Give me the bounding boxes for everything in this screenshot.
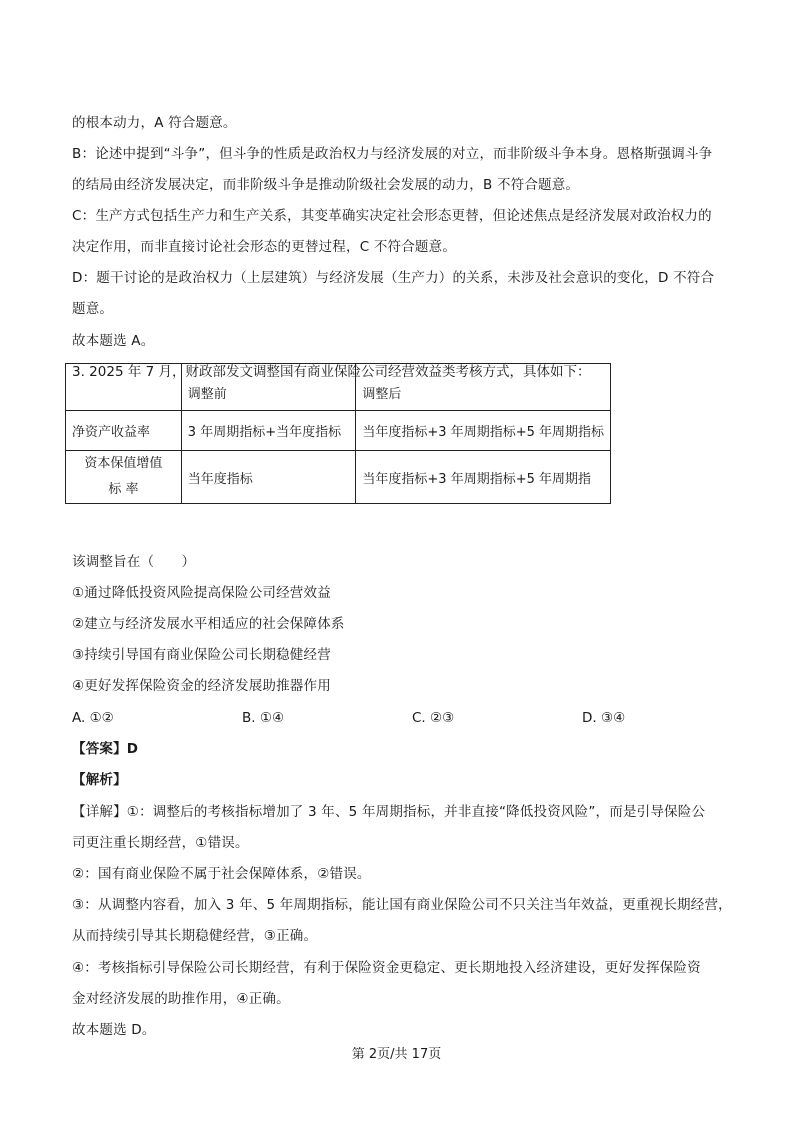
table-header-cell: 调整后: [356, 364, 611, 411]
question-item: ①通过降低投资风险提高保险公司经营效益: [72, 585, 331, 601]
text-line: 【详解】①：调整后的考核指标增加了 3 年、5 年周期指标，并非直接“降低投资风险”，而是引导保险公: [72, 804, 706, 820]
table-header-cell: 调整前: [181, 364, 356, 411]
text-line: ②：国有商业保险不属于社会保障体系，②错误。: [72, 866, 371, 882]
table-cell: 当年度指标: [181, 451, 356, 504]
table-cell: 当年度指标+3 年周期指标+5 年周期指: [356, 451, 611, 504]
text-line: C：生产方式包括生产力和生产关系，其变革确实决定社会形态更替，但论述焦点是经济发展对政治权力的: [72, 208, 712, 224]
text-line: 题意。: [72, 301, 114, 317]
option-b: B. ①④: [242, 710, 285, 726]
option-d: D. ③④: [582, 710, 626, 726]
table-row: [66, 451, 611, 504]
text-line: 决定作用，而非直接讨论社会形态的更替过程，C 不符合题意。: [72, 239, 457, 255]
table-cell: 当年度指标+3 年周期指标+5 年周期指标: [356, 411, 611, 451]
text-line: D：题干讨论的是政治权力（上层建筑）与经济发展（生产力）的关系，未涉及社会意识的变化，D 不符合: [72, 270, 715, 286]
adjustment-table: [65, 363, 611, 504]
table-cell: 资本保值增值 标 率: [66, 451, 182, 504]
option-c: C. ②③: [412, 710, 455, 726]
text-line: 故本题选 A。: [72, 333, 155, 349]
page-footer: 第 2页/共 17页: [351, 1047, 442, 1062]
table-row: [66, 411, 611, 451]
question-item: ④更好发挥保险资金的经济发展助推器作用: [72, 678, 331, 694]
text-line: 金对经济发展的助推作用，④正确。: [72, 991, 290, 1007]
text-line: ③：从调整内容看，加入 3 年、5 年周期指标，能让国有商业保险公司不只关注当年效益，更重视长期经营，: [72, 897, 732, 913]
table-cell: 3 年周期指标+当年度指标: [181, 411, 356, 451]
table-cell: 净资产收益率: [66, 411, 182, 451]
text-line: 司更注重长期经营，①错误。: [72, 835, 249, 851]
text-line: B：论述中提到“斗争”，但斗争的性质是政治权力与经济发展的对立，而非阶级斗争本身。恩格斯强调斗争: [72, 146, 713, 162]
question-stem: 3. 2025 年 7 月，财政部发文调整国有商业保险公司经营效益类考核方式，具体如下：: [72, 364, 591, 380]
text-line: ④：考核指标引导保险公司长期经营，有利于保险资金更稳定、更长期地投入经济建设，更好发挥保险资: [72, 960, 701, 976]
text-line: 从而持续引导其长期稳健经营，③正确。: [72, 928, 318, 944]
question-item: ③持续引导国有商业保险公司长期稳健经营: [72, 647, 331, 663]
answer-label: 【答案】D: [72, 741, 139, 757]
option-a: A. ①②: [72, 710, 114, 726]
text-line: 故本题选 D。: [72, 1022, 156, 1038]
analysis-label: 【解析】: [72, 772, 127, 788]
question-item: ②建立与经济发展水平相适应的社会保障体系: [72, 616, 345, 632]
text-line: 的结局由经济发展决定，而非阶级斗争是推动阶级社会发展的动力，B 不符合题意。: [72, 177, 580, 193]
text-line: 的根本动力，A 符合题意。: [72, 115, 237, 131]
question-prompt: 该调整旨在（ ）: [72, 554, 196, 570]
